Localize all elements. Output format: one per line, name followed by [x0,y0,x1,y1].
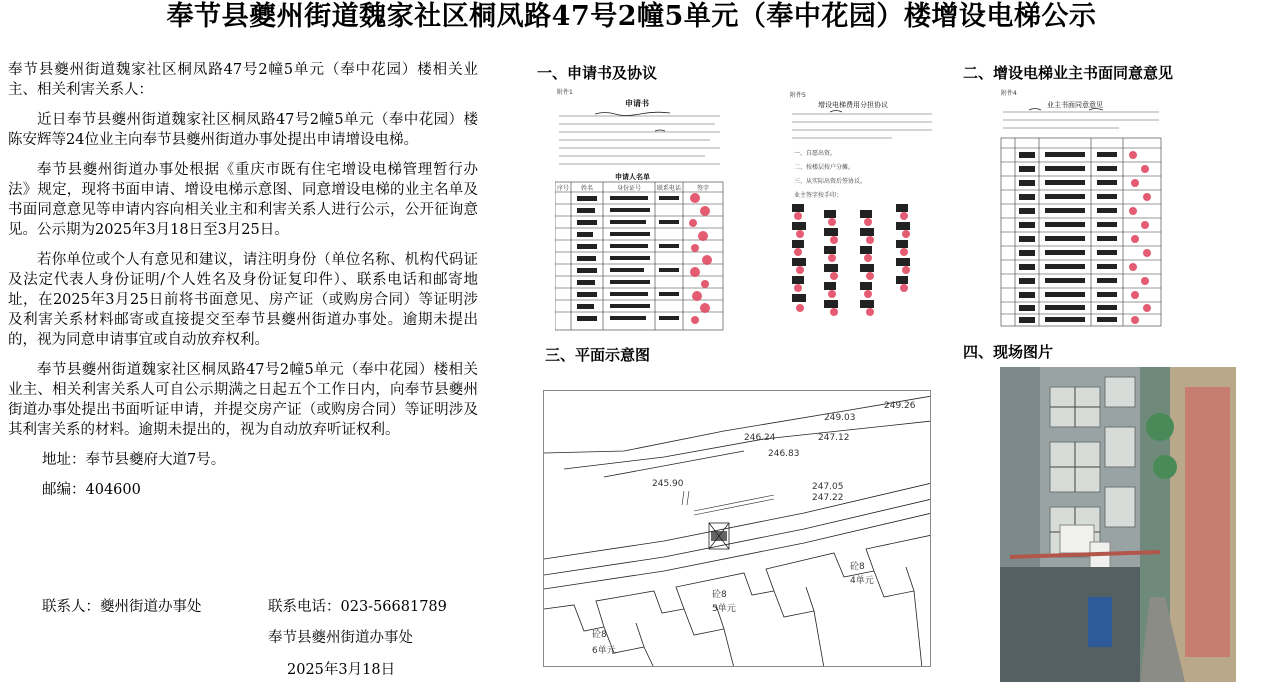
cost-item: 业主签字按手印： [794,192,843,199]
address: 地址：奉节县夔府大道7号。 [42,452,226,468]
salutation: 奉节县夔州街道魏家社区桐凤路47号2幢5单元（奉中花园）楼相关业主、相关利害关系人： [8,62,478,98]
consent-scan [999,86,1164,328]
annex-label: 附件5 [790,92,806,99]
paragraph-1: 近日奉节县夔州街道魏家社区桐凤路47号2幢5单元（奉中花园）楼陈安辉等24位业主向奉节县夔州街道办事处提出申请增设电梯。 [8,112,478,148]
col-header: 联系电话 [656,185,681,192]
cost-item: 一、自愿出资。 [794,150,837,157]
elevation-label: 247.05 [812,482,844,492]
building-label: 砼8 [712,590,727,600]
floor-plan-drawing [544,391,931,667]
col-header: 签字 [696,185,709,192]
signer: 奉节县夔州街道办事处 [268,630,413,646]
paragraph-4: 奉节县夔州街道魏家社区桐凤路47号2幢5单元（奉中花园）楼相关业主、相关利害关系人可自公示期满之日起五个工作日内，向奉节县夔州街道办事处提出书面听证申请，并提交房产证（或购房合同）等证明涉及其利害关系的材料。逾期未提出的，视为自动放弃听证权利。 [8,362,478,438]
section-consent: 二、增设电梯业主书面同意意见 [963,64,1174,82]
contact-person: 联系人：夔州街道办事处 [42,599,202,615]
consent-title: 业主书面同意意见 [1047,101,1103,109]
section-site-photo: 四、现场图片 [963,343,1054,361]
col-header: 身份证号 [616,185,641,192]
col-header: 序号 [556,185,569,192]
cost-title: 增设电梯费用分担协议 [818,101,888,109]
cost-item: 三、从实际出资后签协议。 [794,178,867,185]
section-floor-plan: 三、平面示意图 [545,346,651,364]
unit-label: 4单元 [850,576,874,586]
paragraph-3: 若你单位或个人有意见和建议，请注明身份（单位名称、机构代码证及法定代表人身份证明/个人姓名及身份证复印件）、联系电话和邮寄地址，在2025年3月25日前将书面意见、房产证（或购房合同）等证明涉及利害关系材料邮寄或直接提交至奉节县夔州街道办事处。逾期未提出的，视为同意申请事宜或自动放弃权利。 [8,252,478,348]
application-document [555,86,725,332]
cost-scan [772,86,937,332]
application-scan [555,86,725,332]
list-header [555,183,723,192]
elevation-label: 247.12 [818,433,850,443]
annex-label: 附件1 [557,89,573,96]
section-application: 一、申请书及协议 [537,64,658,82]
elevation-label: 249.03 [824,413,856,423]
consent-document [999,86,1164,328]
building-label: 砼8 [592,630,607,640]
cost-agreement-document [772,86,937,332]
contact-phone: 联系电话：023-56681789 [268,599,447,615]
elevation-label: 246.83 [768,449,800,459]
building-label: 砼8 [850,562,865,572]
site-photo-image [1000,367,1236,682]
annex-label: 附件4 [1001,90,1017,97]
site-photo [1000,367,1236,682]
application-title: 申请书 [625,99,649,108]
notice-body [8,60,478,510]
unit-label: 6单元 [592,646,616,656]
elevation-label: 245.90 [652,479,684,489]
page-title: 奉节县夔州街道魏家社区桐凤路47号2幢5单元（奉中花园）楼增设电梯公示 [166,1,1097,32]
paragraph-2: 奉节县夔州街道办事处根据《重庆市既有住宅增设电梯管理暂行办法》规定，现将书面申请、增设电梯示意图、同意增设电梯的业主名单及书面同意意见等申请内容向相关业主和利害关系人进行公示，公开征询意见。公示期为2025年3月18日至3月25日。 [8,162,478,238]
unit-label: 5单元 [712,604,736,614]
list-title: 申请人名单 [615,173,650,181]
elevation-label: 246.24 [744,433,776,443]
elevation-label: 247.22 [812,493,844,503]
sign-date: 2025年3月18日 [287,662,396,678]
postcode: 邮编：404600 [42,482,141,498]
floor-plan [543,390,931,667]
elevation-label: 249.26 [884,401,916,411]
col-header: 姓名 [580,185,593,192]
cost-item: 二、按楼层按户分摊。 [794,164,855,171]
